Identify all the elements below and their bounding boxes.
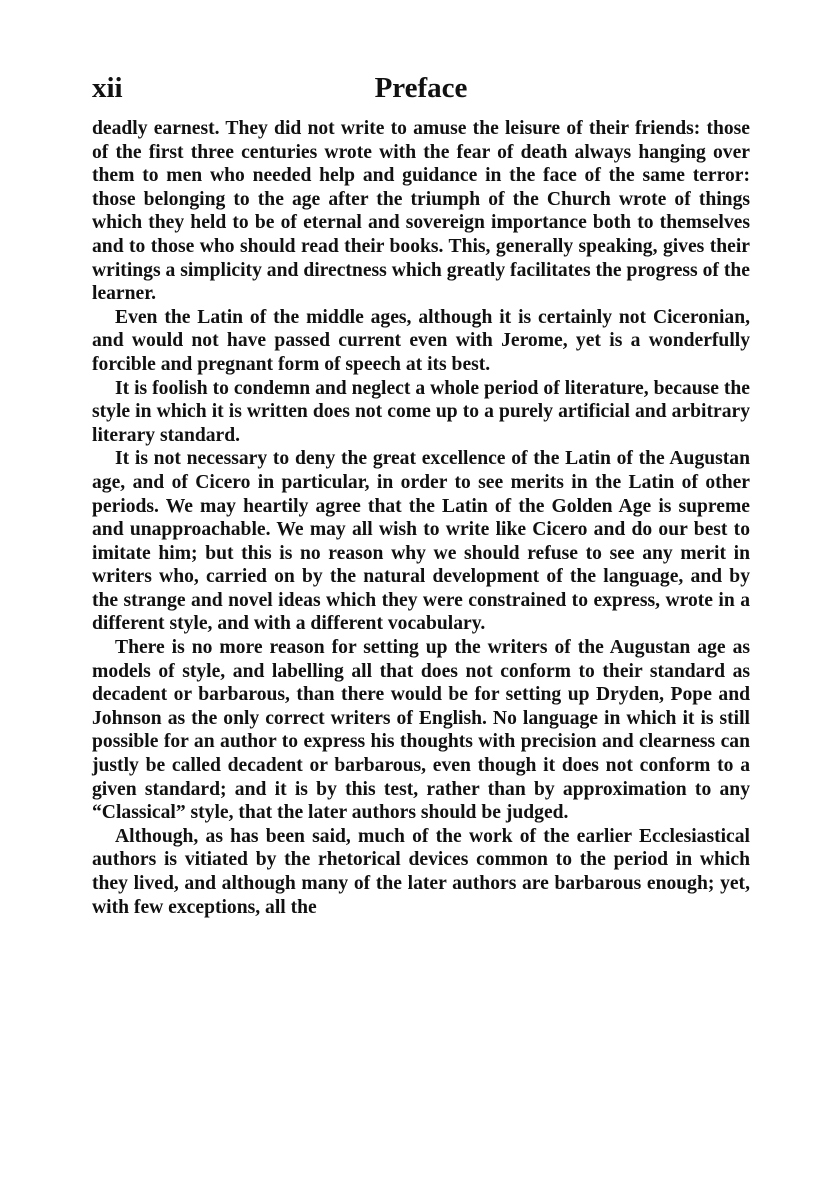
running-title: Preface bbox=[374, 72, 468, 104]
paragraph: Even the Latin of the middle ages, although it is certainly not Ciceronian, and would not have passed current even with Jerome, yet is a wonderfully forcible and pregnant form of speech at its best. bbox=[92, 306, 750, 375]
paragraph: There is no more reason for setting up the writers of the Augustan age as models of style, and labelling all that does not conform to their standard as decadent or barbarous, than there would be for setting up Dryden, Pope and Johnson as the only correct writers of English. No language in which it is still possible for an author to express his thoughts with precision and clearness can justly be called decadent or barbarous, even though it does not conform to a given standard; and it is by this test, rather than by approximation to any “Classical” style, that the later authors should be judged. bbox=[92, 637, 750, 824]
page-number: xii bbox=[92, 72, 123, 104]
paragraph-continued: deadly earnest. They did not write to amuse the leisure of their friends: those of the first three centuries wrote with the fear of death always hanging over them to men who needed help and guidance in the face of the same terror: those belonging to the age after the triumph of the Church wrote of things which they held to be of eternal and sovereign importance both to themselves and to those who should read their books. This, generally speaking, gives their writings a simplicity and directness which greatly facilitates the progress of the learner. bbox=[92, 118, 750, 305]
paragraph: It is foolish to condemn and neglect a whole period of literature, because the style in which it is written does not come up to a purely artificial and arbitrary literary standard. bbox=[92, 377, 750, 446]
running-header bbox=[92, 70, 750, 110]
body-text bbox=[92, 117, 750, 919]
paragraph: Although, as has been said, much of the work of the earlier Ecclesiastical authors is vitiated by the rhetorical devices common to the period in which they lived, and although many of the later authors are barbarous enough; yet, with few exceptions, all the bbox=[92, 825, 750, 918]
paragraph: It is not necessary to deny the great excellence of the Latin of the Augustan age, and of Cicero in particular, in order to see merits in the Latin of other periods. We may heartily agree that the Latin of the Golden Age is supreme and unapproachable. We may all wish to write like Cicero and do our best to imitate him; but this is no reason why we should refuse to see any merit in writers who, carried on by the natural development of the language, and by the strange and novel ideas which they were constrained to express, wrote in a different style, and with a different vocabulary. bbox=[92, 448, 750, 635]
